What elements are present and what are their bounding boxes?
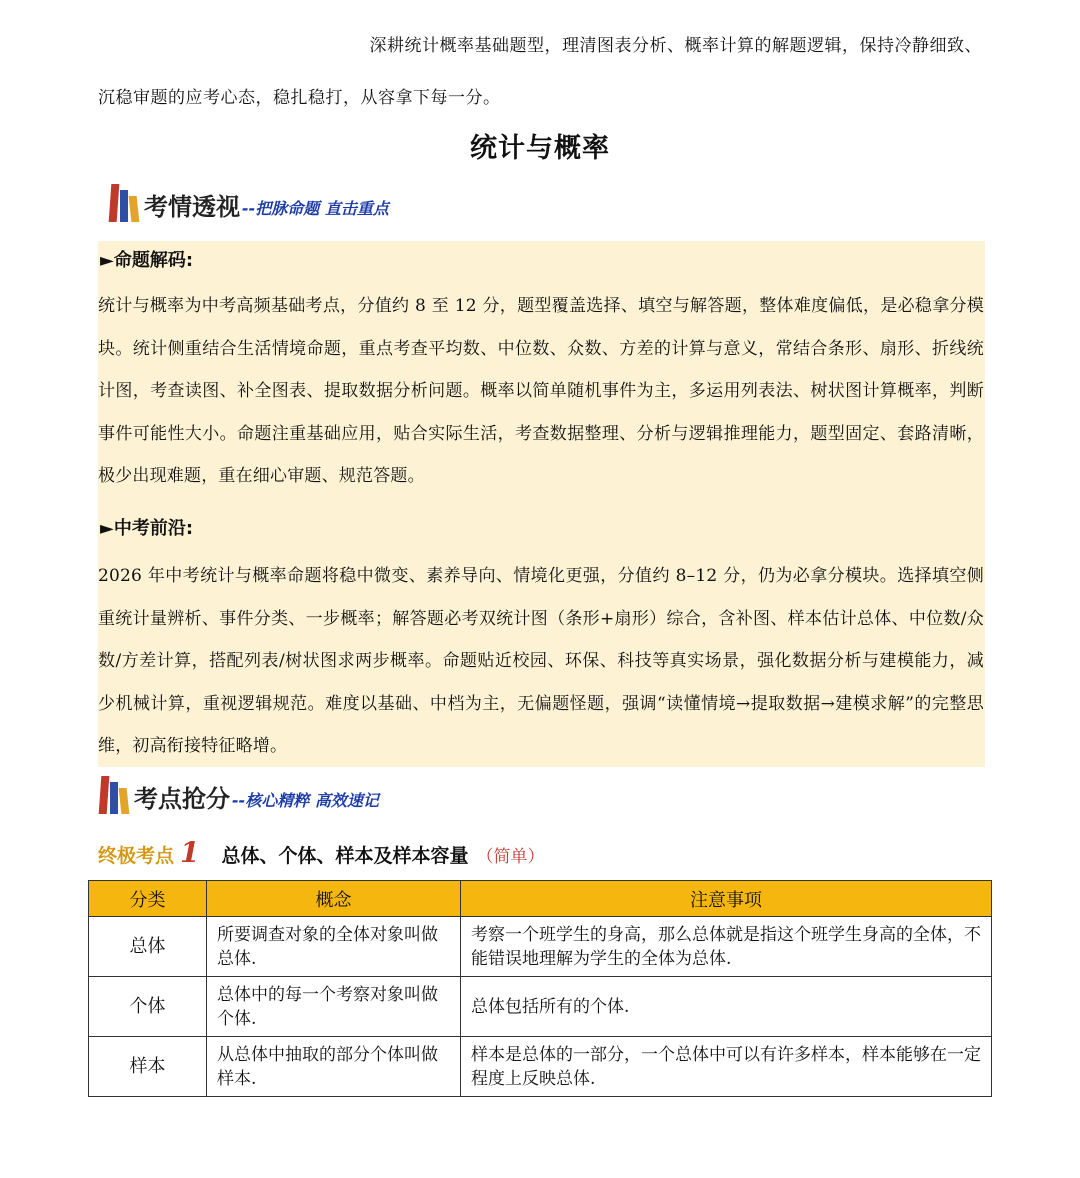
table-row bbox=[89, 1037, 992, 1097]
section-subtitle: --核心精粹 高效速记 bbox=[232, 791, 379, 810]
intro-line-1: 深耕统计概率基础题型，理清图表分析、概率计算的解题逻辑，保持冷静细致、 bbox=[369, 36, 982, 56]
category-cell: 总体 bbox=[89, 917, 207, 977]
note-cell: 总体包括所有的个体. bbox=[461, 977, 992, 1037]
page-title: 统计与概率 bbox=[470, 133, 610, 164]
table-row bbox=[89, 977, 992, 1037]
concept-table bbox=[88, 880, 992, 1097]
box-heading-decode: ►命题解码: bbox=[100, 250, 194, 271]
key-point-difficulty: （简单） bbox=[476, 847, 545, 867]
section-header-exam-analysis bbox=[108, 178, 389, 222]
section-title: 考情透视 bbox=[144, 193, 240, 221]
concept-cell: 从总体中抽取的部分个体叫做样本. bbox=[207, 1037, 461, 1097]
note-cell: 考察一个班学生的身高，那么总体就是指这个班学生身高的全体，不能错误地理解为学生的全体为总体. bbox=[461, 917, 992, 977]
category-cell: 样本 bbox=[89, 1037, 207, 1097]
key-point-heading bbox=[98, 836, 545, 869]
note-cell: 样本是总体的一部分，一个总体中可以有许多样本，样本能够在一定程度上反映总体. bbox=[461, 1037, 992, 1097]
key-point-title: 总体、个体、样本及样本容量 bbox=[221, 845, 469, 867]
section-subtitle: --把脉命题 直击重点 bbox=[242, 199, 389, 218]
key-point-label: 终极考点 bbox=[98, 845, 175, 867]
column-header: 概念 bbox=[207, 881, 461, 917]
paragraph-decode: 统计与概率为中考高频基础考点，分值约 8 至 12 分，题型覆盖选择、填空与解答题，整体难度偏低，是必稳拿分模块。统计侧重结合生活情境命题，重点考查平均数、中位数、众数、方差的计算与意义，常结合条形、扇形、折线统计图，考查读图、补全图表、提取数据分析问题。概率以简单随机事件为主，多运用列表法、树状图计算概率，判断事件可能性大小。命题注重基础应用，贴合实际生活，考查数据整理、分析与逻辑推理能力，题型固定、套路清晰，极少出现难题，重在细心审题、规范答题。 bbox=[98, 296, 984, 486]
concept-cell: 所要调查对象的全体对象叫做总体. bbox=[207, 917, 461, 977]
section-title: 考点抢分 bbox=[134, 785, 230, 813]
intro-text bbox=[98, 20, 982, 124]
concept-cell: 总体中的每一个考察对象叫做个体. bbox=[207, 977, 461, 1037]
column-header: 注意事项 bbox=[461, 881, 992, 917]
intro-line-2: 沉稳审题的应考心态，稳扎稳打，从容拿下每一分。 bbox=[98, 88, 501, 108]
box-heading-frontier: ►中考前沿: bbox=[100, 518, 194, 539]
table-row bbox=[89, 917, 992, 977]
key-point-number: 1 bbox=[180, 836, 200, 869]
books-icon bbox=[98, 774, 132, 814]
section-header-key-points bbox=[98, 770, 379, 814]
column-header: 分类 bbox=[89, 881, 207, 917]
table-header-row bbox=[89, 881, 992, 917]
category-cell: 个体 bbox=[89, 977, 207, 1037]
paragraph-frontier: 2026 年中考统计与概率命题将稳中微变、素养导向、情境化更强，分值约 8–12 分，仍为必拿分模块。选择填空侧重统计量辨析、事件分类、一步概率；解答题必考双统计图（条形+扇形）综合，含补图、样本估计总体、中位数/众数/方差计算，搭配列表/树状图求两步概率。命题贴近校园、环保、科技等真实场景，强化数据分析与建模能力，减少机械计算，重视逻辑规范。难度以基础、中档为主，无偏题怪题，强调“读懂情境→提取数据→建模求解”的完整思维，初高衔接特征略增。 bbox=[98, 566, 984, 756]
books-icon bbox=[108, 182, 142, 222]
